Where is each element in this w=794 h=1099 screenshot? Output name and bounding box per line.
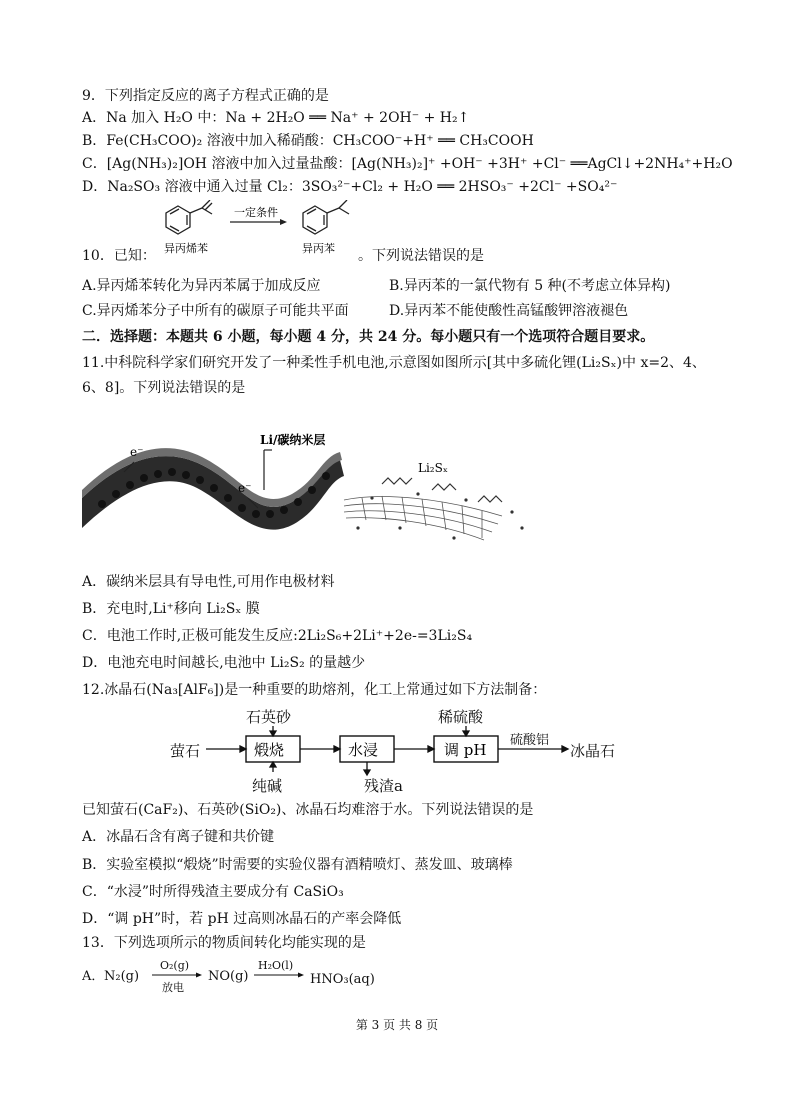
flow-arrow-4-head [562,746,568,752]
polysulfide-chain-1 [382,478,412,484]
q11-battery-figure [82,420,602,556]
flow-box2-text: 水浸 [348,741,379,759]
fig-layer-label: Li/碳纳米层 [260,433,326,447]
q12-option-b: B．实验室模拟“煅烧”时需要的实验仪器有酒精喷灯、蒸发皿、玻璃棒 [82,857,513,873]
q10-arrow-head [280,219,287,225]
q12-option-a: A．冰晶石含有离子键和共价键 [82,829,275,845]
q11-option-d: D．电池充电时间越长,电池中 Li₂S₂ 的量越少 [82,655,366,671]
flow-bottom2-label: 残渣a [364,777,403,795]
q12-stem: 12.冰晶石(Na₃[AlF₆])是一种重要的助熔剂，化工上常通过如下方法制备： [82,682,547,698]
isopropenylbenzene-structure [166,200,212,234]
polysulfide-chain-2 [432,484,456,490]
q13-stem: 13．下列选项所示的物质间转化均能实现的是 [82,935,366,951]
q11-stem-line2: 6、8]。下列说法错误的是 [82,380,246,396]
fig-li2sx-label: Li₂Sₓ [418,461,448,475]
flow-arrow-top1-head [270,731,276,736]
flow-end-label: 冰晶石 [570,742,616,760]
flow-start-label: 萤石 [170,742,201,760]
q13-option-a-label: A． [82,969,105,984]
fig-electron-label-1: e⁻ [130,445,144,459]
q10-option-b: B.异丙苯的一氯代物有 5 种(不考虑立体异构) [389,278,671,294]
flow-arrow-bottom1-head [270,762,276,767]
q10-reaction-scheme [150,200,380,262]
q9-option-b: B．Fe(CH₃COO)₂ 溶液中加入稀硝酸：CH₃COO⁻+H⁺ ══ CH₃COOH [82,133,534,149]
polysulfide-chain-3 [478,496,502,502]
q11-stem-line1: 11.中科院科学家们研究开发了一种柔性手机电池,示意图如图所示[其中多硫化锂(Li₂Sₓ)中 x=2、4、 [82,355,706,371]
flow-arrow-top3-head [463,731,469,736]
flow-bottom1-label: 纯碱 [252,777,283,795]
section-two-heading: 二．选择题：本题共 6 小题，每小题 4 分，共 24 分。每小题只有一个选项符合题目要求。 [82,329,655,345]
q9-option-d: D．Na₂SO₃ 溶液中通入过量 Cl₂：3SO₃²⁻+Cl₂ + H₂O ══ 2HSO₃⁻ +2Cl⁻ +SO₄²⁻ [82,179,618,195]
q9-option-c: C．[Ag(NH₃)₂]OH 溶液中加入过量盐酸：[Ag(NH₃)₂]⁺ +OH⁻ +3H⁺ +Cl⁻ ══AgCl↓+2NH₄⁺+H₂O [82,156,733,172]
flow-top3-label: 稀硫酸 [438,708,484,726]
isopropylbenzene-structure [303,200,349,234]
q9-stem: 9．下列指定反应的离子方程式正确的是 [82,88,329,104]
page-footer: 第 3 页 共 8 页 [355,1018,439,1032]
flow-arrow-1-head [240,746,246,752]
flow-arrow-bottom2-head [364,770,370,775]
q13-a-arrow-1-head [196,973,202,978]
q12-option-d: D．“调 pH”时，若 pH 过高则冰晶石的产率会降低 [82,911,402,927]
flow-arrow-3-head [428,746,434,752]
q12-flow-diagram [160,700,640,796]
polysulfide-dots [356,492,523,539]
q10-option-d: D.异丙苯不能使酸性高锰酸钾溶液褪色 [389,303,629,319]
flow-box1-text: 煅烧 [254,741,285,759]
li2sx-membrane-mesh [344,496,502,540]
q10-option-c: C.异丙烯苯分子中所有的碳原子可能共平面 [82,303,349,319]
q12-known: 已知萤石(CaF₂)、石英砂(SiO₂)、冰晶石均难溶于水。下列说法错误的是 [82,802,534,818]
q10-stem-suffix: 。下列说法错误的是 [358,248,484,264]
q9-option-a: A．Na 加入 H₂O 中：Na + 2H₂O ══ Na⁺ + 2OH⁻ + H₂↑ [82,110,470,126]
q13-option-a-scheme [82,956,442,996]
q13-a-species-3: HNO₃(aq) [310,972,375,987]
flow-box3-text: 调 pH [444,741,487,759]
q10-option-a: A.异丙烯苯转化为异丙苯属于加成反应 [82,278,321,294]
q10-stem-prefix: 10．已知： [82,248,156,264]
q11-option-a: A．碳纳米层具有导电性,可用作电极材料 [82,574,335,590]
q13-a-species-1: N₂(g) [104,969,140,984]
fig-electron-label-2: e⁻ [238,481,252,495]
flow-arrow-label: 硫酸铝 [510,733,550,748]
q10-product-label: 异丙苯 [302,242,335,255]
q10-condition: 一定条件 [234,206,278,219]
q12-option-c: C．“水浸”时所得残渣主要成分有 CaSiO₃ [82,884,344,900]
q11-option-c: C．电池工作时,正极可能发生反应:2Li₂S₆+2Li⁺+2e-=3Li₂S₄ [82,628,473,644]
q13-a-top-1: O₂(g) [160,959,190,972]
q13-a-bottom-1: 放电 [162,981,184,994]
flow-top1-label: 石英砂 [246,708,292,726]
q13-a-top-2: H₂O(l) [258,959,294,972]
q13-a-species-2: NO(g) [208,969,249,984]
flow-arrow-2-head [334,746,340,752]
q11-option-b: B．充电时,Li⁺移向 Li₂Sₓ 膜 [82,601,260,617]
q13-a-arrow-2-head [298,973,304,978]
q10-reactant-label: 异丙烯苯 [164,242,208,255]
